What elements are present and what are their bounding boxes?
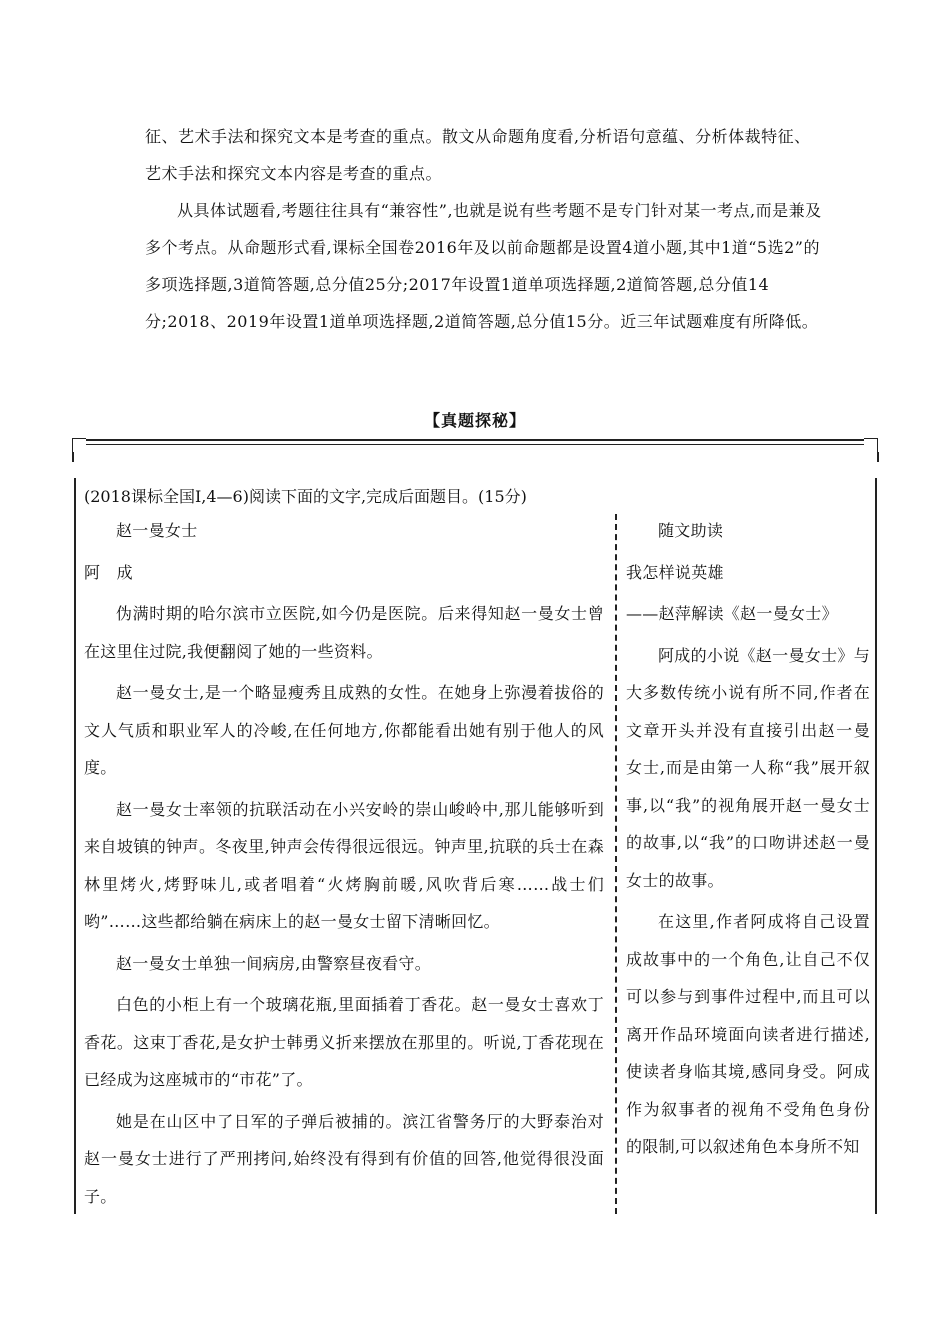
article-paragraph: 伪满时期的哈尔滨市立医院,如今仍是医院。后来得知赵一曼女士曾在这里住过院,我便翻阅了她的一些资料。 <box>84 604 604 661</box>
article-column <box>84 512 604 1219</box>
frame-tick-left <box>72 452 74 462</box>
article-paragraph: 赵一曼女士单独一间病房,由警察昼夜看守。 <box>116 953 432 973</box>
question-source: (2018课标全国Ⅰ,4—6)阅读下面的文字,完成后面题目。(15分) <box>84 487 527 506</box>
frame-tick-right <box>877 452 879 462</box>
frame-corner-right <box>864 438 878 452</box>
intro-text <box>145 118 825 340</box>
frame-top-line <box>86 439 864 441</box>
article-author: 阿 成 <box>84 562 133 582</box>
guide-heading: 随文助读 <box>658 521 724 540</box>
intro-paragraph-2: 从具体试题看,考题往往具有“兼容性”,也就是说有些考题不是专门针对某一考点,而是兼及多个考点。从命题形式看,课标全国卷2016年及以前命题都是设置4道小题,其中1道“5选2”的多项选择题,3道简答题,总分值25分;2017年设置1道单项选择题,2道简答题,总分值14分;2018、2019年设置1道单项选择题,2道简答题,总分值15分。近三年试题难度有所降低。 <box>145 201 822 331</box>
article-title: 赵一曼女士 <box>116 521 198 540</box>
frame-corner-left <box>72 438 86 452</box>
guide-title: 我怎样说英雄 <box>626 562 724 582</box>
guide-subtitle: ——赵萍解读《赵一曼女士》 <box>626 604 838 623</box>
article-paragraph: 白色的小柜上有一个玻璃花瓶,里面插着丁香花。赵一曼女士喜欢丁香花。这束丁香花,是女护士韩勇义折来摆放在那里的。听说,丁香花现在已经成为这座城市的“市花”了。 <box>84 995 604 1089</box>
frame-left-border <box>74 478 76 1214</box>
article-paragraph: 赵一曼女士率领的抗联活动在小兴安岭的崇山峻岭中,那儿能够听到来自坡镇的钟声。冬夜里,钟声会传得很远很远。钟声里,抗联的兵士在森林里烤火,烤野味儿,或者唱着“火烤胸前暖,风吹背后寒……战士们哟”……这些都给躺在病床上的赵一曼女士留下清晰回忆。 <box>84 799 604 931</box>
column-divider <box>615 514 617 1214</box>
article-paragraph: 赵一曼女士,是一个略显瘦秀且成熟的女性。在她身上弥漫着拔俗的文人气质和职业军人的冷峻,在任何地方,你都能看出她有别于他人的风度。 <box>84 683 604 777</box>
guide-paragraph: 阿成的小说《赵一曼女士》与大多数传统小说有所不同,作者在文章开头并没有直接引出赵一曼女士,而是由第一人称“我”展开叙事,以“我”的视角展开赵一曼女士的故事,以“我”的口吻讲述赵一曼女士的故事。 <box>626 645 870 890</box>
intro-paragraph-1: 征、艺术手法和探究文本是考查的重点。散文从命题角度看,分析语句意蕴、分析体裁特征、艺术手法和探究文本内容是考查的重点。 <box>145 127 811 183</box>
section-title: 【真题探秘】 <box>423 411 526 430</box>
article-paragraph: 她是在山区中了日军的子弹后被捕的。滨江省警务厅的大野泰治对赵一曼女士进行了严刑拷问,始终没有得到有价值的回答,他觉得很没面子。 <box>84 1111 604 1206</box>
frame-right-border <box>875 478 877 1214</box>
guide-paragraph: 在这里,作者阿成将自己设置成故事中的一个角色,让自己不仅可以参与到事件过程中,而且可以离开作品环境面向读者进行描述,使读者身临其境,感同身受。阿成作为叙事者的视角不受角色身份的限制,可以叙述角色本身所不知 <box>626 912 870 1156</box>
frame-top-line-2 <box>86 444 864 445</box>
reading-guide-column <box>626 512 870 1170</box>
